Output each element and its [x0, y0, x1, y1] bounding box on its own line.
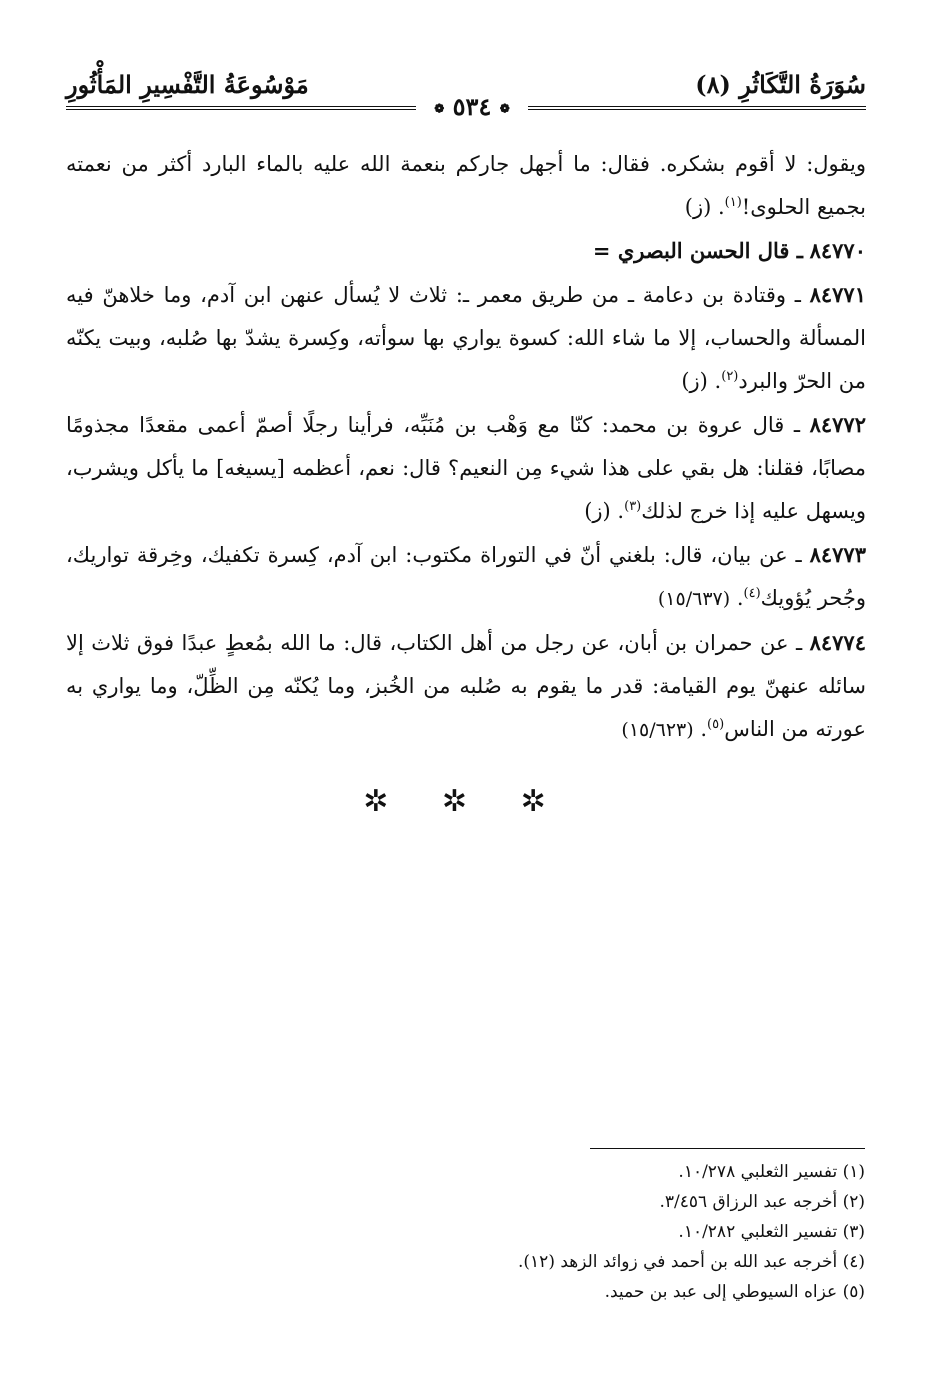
footnote-item: (٣) تفسير الثعلبي ١٠/٢٨٢.	[678, 1222, 865, 1242]
entry-number: ٨٤٧٧٢	[809, 412, 866, 437]
entry-84770: ٨٤٧٧٠ ـ قال الحسن البصري =	[592, 238, 866, 263]
surah-title: سُوَرَةُ التَّكَاثُرِ (٨)	[695, 70, 866, 99]
header-rule-left	[66, 106, 416, 110]
entry-84773: ٨٤٧٧٣ ـ عن بيان، قال: بلغني أنّ في التوراة مكتوب: ابن آدم، كِسرة تكفيك، وخِرقة تواريك، وجُحر يُؤويك$^{(٤)}$. (١٥/٦٣٧)	[66, 542, 866, 610]
entry-84772: ٨٤٧٧٢ ـ قال عروة بن محمد: كنّا مع وَهْب بن مُنَبِّه، فرأينا رجلًا أصمّ أعمى مقعدًا مجذومًا مصابًا، فقلنا: هل بقي على هذا شيء مِن النعيم؟ قال: نعم، أعظمه [يسيغه] ما يأكل ويشرب، ويسهل عليه إذا خرج لذلك$^{(٣)}$. (ز)	[66, 412, 866, 523]
footnote-marker: (٢)	[721, 369, 739, 384]
ornament-icon: ❁	[499, 101, 510, 116]
footnote-rule	[590, 1148, 865, 1149]
entry-number: ٨٤٧٧١	[809, 282, 866, 307]
running-header	[66, 62, 866, 121]
entry-84774: ٨٤٧٧٤ ـ عن حمران بن أبان، عن رجل من أهل الكتاب، قال: ما الله بمُعطٍ عبدًا فوق ثلاث إلا سائله عنهنّ يوم القيامة: قدر ما يقوم به صُلبه من الخُبز، وما يُكنّه مِن الظِّلّ، وما يواري به عورته من الناس$^{(٥)}$. (١٥/٦٢٣)	[66, 630, 866, 741]
entry-number: ٨٤٧٧٠	[809, 238, 866, 263]
footnote-marker: (١)	[724, 195, 742, 210]
footnote-item: (٢) أخرجه عبد الرزاق ٣/٤٥٦.	[659, 1192, 865, 1212]
volume-reference: (١٥/٦٣٧)	[657, 588, 731, 610]
header-rule-right	[528, 106, 866, 110]
page-number: ❁ ٥٣٤ ❁	[416, 92, 528, 124]
footnote-marker: (٣)	[624, 499, 642, 514]
entry-84771: ٨٤٧٧١ ـ وقتادة بن دعامة ـ من طريق معمر ـ: ثلاث لا يُسأل عنهن ابن آدم، وما خلاهنّ فيه المسألة والحساب، إلا ما شاء الله: كسوة يواري بها سوأته، وكِسرة يشدّ بها صُلبه، وبيت يكنّه من الحرّ والبرد$^{(٢)}$. (ز)	[66, 282, 866, 393]
ornament-icon: ❁	[434, 101, 445, 116]
volume-reference: (١٥/٦٢٣)	[621, 719, 694, 741]
entry-number: ٨٤٧٧٤	[809, 630, 866, 655]
footnotes	[65, 1157, 865, 1307]
footnote-item: (٥) عزاه السيوطي إلى عبد بن حميد.	[604, 1282, 865, 1302]
section-separator: ✲ ✲ ✲	[363, 784, 568, 819]
footnote-item: (١) تفسير الثعلبي ١٠/٢٧٨.	[678, 1162, 865, 1182]
footnote-marker: (٤)	[743, 586, 761, 601]
footnote-item: (٤) أخرجه عبد الله بن أحمد في زوائد الزهد (١٢).	[518, 1252, 865, 1272]
book-title: مَوْسُوعَةُ التَّفْسِيرِ المَأْثُورِ	[66, 70, 309, 99]
main-text	[66, 143, 866, 752]
footnote-marker: (٥)	[707, 717, 725, 732]
paragraph-continued: ويقول: لا أقوم بشكره. فقال: ما أجهل جاركم بنعمة الله عليه بالماء البارد أكثر من نعمته بجميع الحلوى!$^{(١)}$. (ز)	[66, 152, 866, 219]
entry-number: ٨٤٧٧٣	[809, 542, 866, 567]
